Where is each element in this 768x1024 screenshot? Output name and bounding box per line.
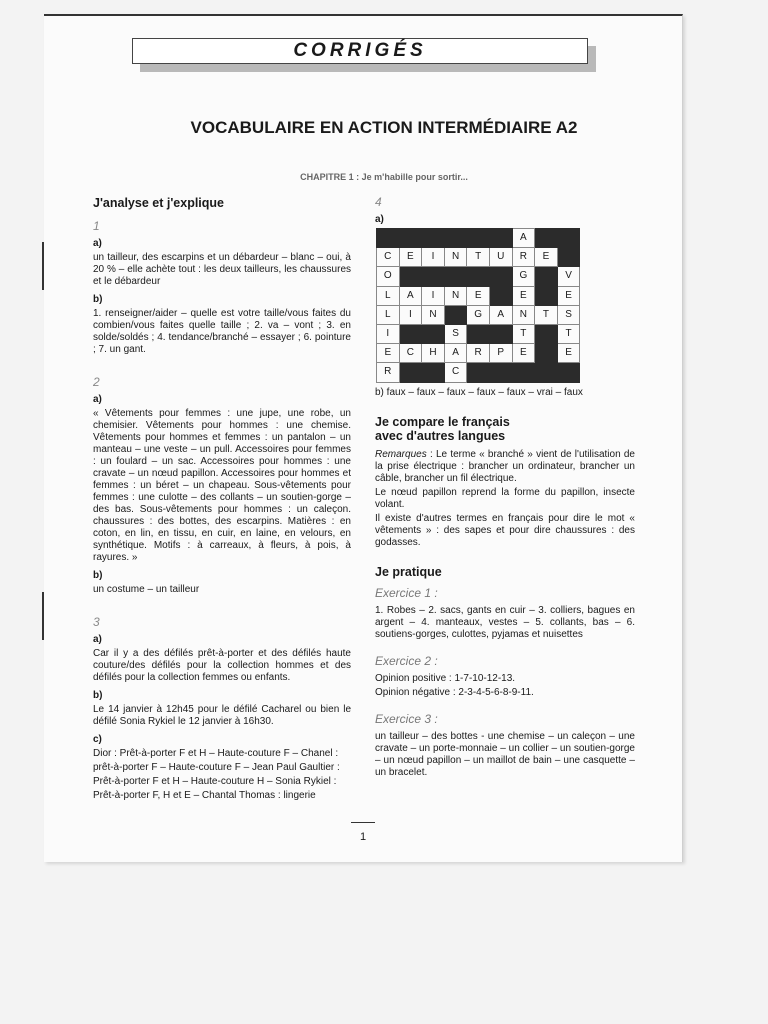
part-label: c) <box>93 734 102 745</box>
crossword-row <box>377 305 580 324</box>
chapter-heading: CHAPITRE 1 : Je m'habille pour sortir... <box>300 172 468 182</box>
part-label: a) <box>93 238 102 249</box>
crossword-letter: U <box>489 248 512 267</box>
crossword-block <box>489 286 512 305</box>
crossword-block <box>489 267 512 286</box>
crossword-letter: L <box>377 286 400 305</box>
answer-text: b) faux – faux – faux – faux – faux – vrai – faux <box>375 386 583 398</box>
section-title-line: avec d'autres langues <box>375 428 506 443</box>
crossword-block <box>467 229 490 248</box>
crossword-row <box>377 248 580 267</box>
crossword-letter: A <box>489 305 512 324</box>
crossword-letter: S <box>557 305 580 324</box>
section-title-line: Je compare le français <box>375 414 510 429</box>
crossword-row <box>377 286 580 305</box>
answer-text: 1. renseigner/aider – quelle est votre taille/vous faites du combien/vous faites quelle taille ; 2. va – vont ; 3. en solde/soldés ; 4. tendance/branché – essayer ; 6. pointure ; 7. un gant. <box>93 308 351 355</box>
crossword-letter: N <box>422 305 445 324</box>
crossword-block <box>535 286 558 305</box>
crossword-letter: A <box>444 344 467 363</box>
crossword-row <box>377 344 580 363</box>
section-title: J'analyse et j'explique <box>93 196 225 210</box>
crossword-letter: R <box>377 363 400 382</box>
exercise-answer: un tailleur – des bottes - une chemise – un caleçon – une cravate – un porte-monnaie – un collier – un soutien-gorge – un nœud papillon – un maillot de bain – une casquette – un bracelet. <box>375 730 635 778</box>
crossword-block <box>422 363 445 382</box>
crossword-block <box>399 229 422 248</box>
crossword-block <box>467 324 490 343</box>
answer-text: Car il y a des défilés prêt-à-porter et des défilés haute couture/des défilés pour la collection hommes et des défilés pour la collection femmes ou enfants. <box>93 648 351 683</box>
crossword-block <box>489 229 512 248</box>
crossword-block <box>422 324 445 343</box>
crossword-letter: I <box>399 305 422 324</box>
remark-text: Le nœud papillon reprend la forme du papillon, insecte volant. <box>375 486 635 510</box>
part-label: a) <box>93 394 102 405</box>
crossword-letter: A <box>399 286 422 305</box>
crossword-block <box>512 363 535 382</box>
remark-body: : Le terme « branché » vient de l'utilisation de la prise électrique : brancher un ordinateur, brancher un câble, brancher un fil électrique. <box>375 448 635 484</box>
banner-text: CORRIGÉS <box>293 40 427 61</box>
crossword-letter: I <box>377 324 400 343</box>
crossword-block <box>535 344 558 363</box>
banner <box>132 38 588 64</box>
crossword-block <box>399 363 422 382</box>
remark-text <box>375 449 635 485</box>
right-column <box>375 196 635 781</box>
question-number: 4 <box>375 195 382 209</box>
crossword-letter: R <box>467 344 490 363</box>
crossword-block <box>467 267 490 286</box>
crossword-letter: C <box>444 363 467 382</box>
crossword-block <box>557 248 580 267</box>
crossword-block <box>399 324 422 343</box>
crossword-row <box>377 324 580 343</box>
crossword-grid <box>376 228 580 383</box>
crossword-row <box>377 229 580 248</box>
answer-text: « Vêtements pour femmes : une jupe, une robe, un chemisier. Vêtements pour hommes : une chemise. Vêtements pour hommes et femmes : un pantalon – un manteau – une veste – un pull. Accessoires pour femmes : un foulard – un sac. Accessoires pour hommes : une cravate – un nœud papillon. Accessoires pour hommes et femmes : un béret – un chapeau. Sous-vêtements pour femmes : une culotte – des collants – un soutien-gorge – des bas. Sous-vêtements pour hommes : un caleçon. chaussures : des bottes, des escarpins. Matières : en coton, en lin, en tissu, en cuir, en laine, en velours, en synthétique. Motifs : à carreaux, à fleurs, à pois, à rayures. » <box>93 408 351 563</box>
crossword-block <box>557 229 580 248</box>
answer-text: Le 14 janvier à 12h45 pour le défilé Cacharel ou bien le défilé Sonia Rykiel le 12 janvier à 16h30. <box>93 704 351 727</box>
answer-text: un tailleur, des escarpins et un débardeur – blanc – oui, à 20 % – elle achète tout : les deux tailleurs, les chaussures et le débardeur <box>93 252 351 287</box>
document-title: VOCABULAIRE EN ACTION INTERMÉDIAIRE A2 <box>190 118 578 137</box>
exercise-title: Exercice 3 : <box>375 711 438 726</box>
crossword-letter: I <box>422 248 445 267</box>
crossword-letter: T <box>512 324 535 343</box>
crossword-letter: L <box>377 305 400 324</box>
question-number: 3 <box>93 615 100 629</box>
remark-text: Il existe d'autres termes en français pour dire le mot « vêtements » : des sapes et pour dire chaussures : des godasses. <box>375 512 635 548</box>
crossword-letter: N <box>444 286 467 305</box>
crossword-block <box>489 363 512 382</box>
crossword-letter: G <box>512 267 535 286</box>
crossword-letter: E <box>535 248 558 267</box>
crossword-letter: E <box>377 344 400 363</box>
crossword-letter: H <box>422 344 445 363</box>
crossword-letter: E <box>399 248 422 267</box>
crossword-letter: T <box>557 324 580 343</box>
crossword-block <box>422 229 445 248</box>
crossword-letter: N <box>444 248 467 267</box>
answer-line: Dior : Prêt-à-porter F et H – Haute-couture F – Chanel : <box>93 748 339 759</box>
answer-text: un costume – un tailleur <box>93 584 200 595</box>
crossword-block <box>444 305 467 324</box>
crossword-block <box>399 267 422 286</box>
crossword-letter: C <box>377 248 400 267</box>
question-number: 2 <box>93 375 100 389</box>
crossword-block <box>535 229 558 248</box>
exercise-answer: Opinion positive : 1-7-10-12-13. <box>375 672 516 684</box>
question-number: 1 <box>93 219 100 233</box>
crossword-block <box>557 363 580 382</box>
page-number: 1 <box>351 822 375 843</box>
crossword-letter: E <box>467 286 490 305</box>
crossword-letter: P <box>489 344 512 363</box>
remark-label: Remarques <box>375 448 427 460</box>
crossword-block <box>489 324 512 343</box>
crossword-letter: T <box>467 248 490 267</box>
crossword-block <box>467 363 490 382</box>
crossword-block <box>377 229 400 248</box>
part-label: a) <box>93 634 102 645</box>
crossword-block <box>422 267 445 286</box>
crossword-letter: O <box>377 267 400 286</box>
crossword-letter: G <box>467 305 490 324</box>
crossword-block <box>535 267 558 286</box>
crossword-letter: E <box>512 344 535 363</box>
part-label: b) <box>93 570 103 581</box>
crossword-block <box>535 363 558 382</box>
exercise-title: Exercice 2 : <box>375 653 438 668</box>
exercise-answer: Opinion négative : 2-3-4-5-6-8-9-11. <box>375 686 534 698</box>
section-title <box>375 415 635 443</box>
part-label: b) <box>93 690 103 701</box>
left-column <box>93 196 351 804</box>
section-title: Je pratique <box>375 564 442 579</box>
crossword-block <box>444 267 467 286</box>
answer-line: Prêt-à-porter F et H – Haute-couture H – Sonia Rykiel : <box>93 776 337 787</box>
crossword-row <box>377 267 580 286</box>
binding-mark <box>42 592 44 640</box>
crossword-letter: E <box>557 344 580 363</box>
crossword-letter: N <box>512 305 535 324</box>
exercise-title: Exercice 1 : <box>375 585 438 600</box>
crossword-letter: I <box>422 286 445 305</box>
crossword-letter: S <box>444 324 467 343</box>
crossword-block <box>535 324 558 343</box>
crossword-letter: C <box>399 344 422 363</box>
crossword-letter: E <box>512 286 535 305</box>
crossword-letter: E <box>557 286 580 305</box>
crossword-letter: T <box>535 305 558 324</box>
part-label: a) <box>375 214 384 225</box>
crossword-row <box>377 363 580 382</box>
exercise-answer: 1. Robes – 2. sacs, gants en cuir – 3. colliers, bagues en argent – 4. manteaux, vestes – 5. collants, bas – 6. soutiens-gorges, culottes, pyjamas et nuisettes <box>375 604 635 640</box>
crossword-letter: R <box>512 248 535 267</box>
part-label: b) <box>93 294 103 305</box>
binding-mark <box>42 242 44 290</box>
crossword-letter: A <box>512 229 535 248</box>
crossword-block <box>444 229 467 248</box>
answer-line: Prêt-à-porter F, H et E – Chantal Thomas : lingerie <box>93 790 316 801</box>
answer-line: prêt-à-porter F – Haute-couture F – Jean Paul Gaultier : <box>93 762 340 773</box>
crossword-letter: V <box>557 267 580 286</box>
